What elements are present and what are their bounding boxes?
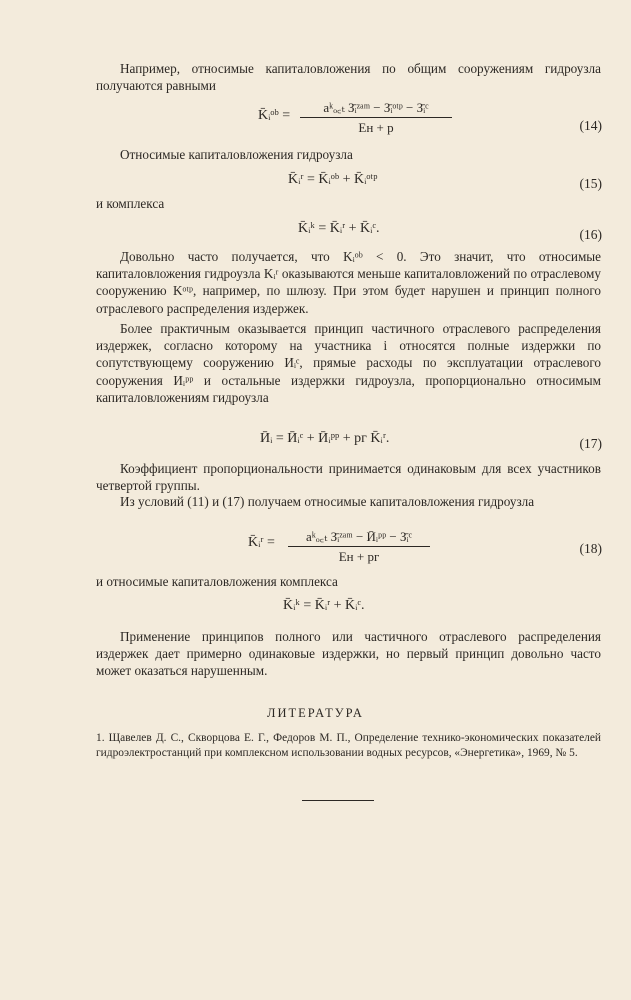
- eq14-numerator: aᵏₒ꜀ₜ З̄ᵢᶻᵃᵐ − З̄ᵢᵒᵗᵖ − З̄ᵢᶜ: [300, 98, 452, 118]
- eq18-number: (18): [579, 541, 602, 556]
- paragraph-9: Применение принципов полного или частичного отраслевого распределения издержек дает примерно одинаковые издержки, но первый принцип довольно часто может оказаться нарушенным.: [96, 629, 601, 679]
- eq18-denominator: Eн + pг: [338, 549, 380, 564]
- eq15-number: (15): [579, 176, 602, 191]
- paragraph-2: Относимые капиталовложения гидроузла: [120, 147, 353, 162]
- literature-title: ЛИТЕРАТУРА: [267, 706, 364, 720]
- eq14-number: (14): [579, 118, 602, 133]
- eq17: Ӣᵢ = Ӣᵢᶜ + Ӣᵢᵖᵖ + pг K̄ᵢʳ.: [260, 431, 390, 446]
- eq14-lhs: K̄ᵢᵒᵇ =: [258, 108, 291, 123]
- eq16-number: (16): [579, 227, 602, 242]
- eq14-fraction: [300, 98, 452, 136]
- paragraph-7: Из условий (11) и (17) получаем относимые капиталовложения гидроузла: [120, 494, 535, 509]
- eq18-fraction: [288, 527, 430, 565]
- paragraph-3: и комплекса: [96, 196, 165, 211]
- end-rule: [302, 800, 374, 801]
- eq18-lhs: K̄ᵢʳ =: [248, 535, 275, 550]
- eq15: K̄ᵢʳ = K̄ᵢᵒᵇ + K̄ᵢᵒᵗᵖ: [288, 172, 378, 187]
- eq17-number: (17): [579, 436, 602, 451]
- paragraph-1: Например, относимые капиталовложения по общим сооружениям гидроузла получаются равными: [96, 61, 601, 94]
- literature-reference-1: 1. Щавелев Д. С., Скворцова Е. Г., Федоров М. П., Определение технико-экономических показателей гидроэлектростанций при комплексном использовании водных ресурсов, «Энергетика», 1969, № 5.: [96, 732, 601, 759]
- eq14-denominator: Eн + p: [358, 120, 394, 135]
- eq19: K̄ᵢᵏ = K̄ᵢʳ + K̄ᵢᶜ.: [283, 598, 365, 613]
- paragraph-4: Довольно часто получается, что Kᵢᵒᵇ < 0. Это значит, что относимые капиталовложения гидроузла Kᵢʳ оказываются меньше капиталовложений по отраслевому сооружению Kᵒᵗᵖ, например, по шлюзу. При этом будет нарушен и принцип полного отраслевого распределения издержек.: [96, 249, 601, 316]
- paragraph-5: Более практичным оказывается принцип частичного отраслевого распределения издержек, согласно которому на участника i относятся полные издержки по сопутствующему сооружению Иᵢᶜ, прямые расходы по эксплуатации отраслевого сооружения Иᵢᵖᵖ и остальные издержки гидроузла, пропорционально относимым капиталовложениям гидроузла: [96, 321, 601, 405]
- eq16: K̄ᵢᵏ = K̄ᵢʳ + K̄ᵢᶜ.: [298, 221, 380, 236]
- paragraph-8: и относимые капиталовложения комплекса: [96, 574, 338, 589]
- eq18-numerator: aᵏₒ꜀ₜ З̄ᵢᶻᵃᵐ − Ӣᵢᵖᵖ − З̄ᵢᶜ: [288, 527, 430, 547]
- paragraph-6: Коэффициент пропорциональности принимается одинаковым для всех участников четвертой группы.: [96, 461, 601, 494]
